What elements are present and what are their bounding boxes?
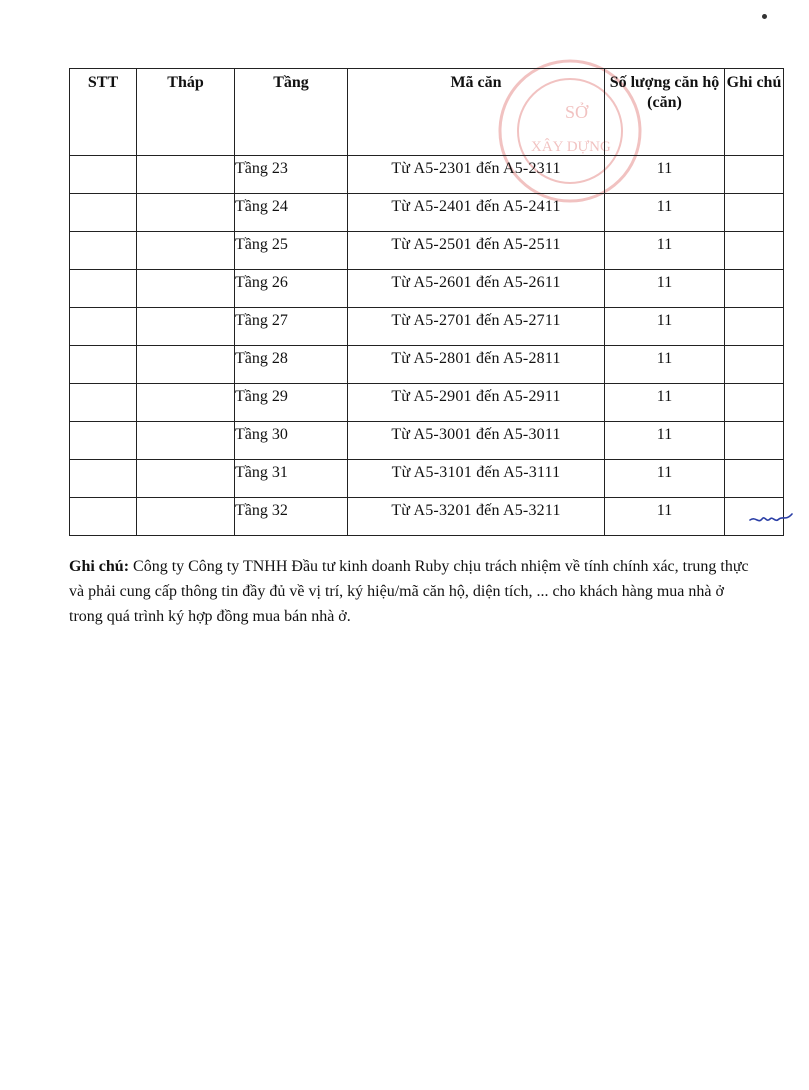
table-header-row (70, 69, 784, 156)
cell-ghi-chu (725, 422, 784, 460)
cell-thap (137, 460, 235, 498)
cell-ma-can: Từ A5-2801 đến A5-2811 (348, 346, 605, 384)
note-label: Ghi chú: (69, 558, 130, 575)
cell-stt (70, 460, 137, 498)
cell-thap (137, 270, 235, 308)
cell-ma-can: Từ A5-2901 đến A5-2911 (348, 384, 605, 422)
cell-ma-can: Từ A5-2601 đến A5-2611 (348, 270, 605, 308)
stamp-text-bottom: XÂY DỰNG (531, 139, 611, 155)
cell-tang: Tầng 26 (235, 270, 348, 308)
cell-ma-can: Từ A5-3201 đến A5-3211 (348, 498, 605, 536)
header-so-luong: Số lượng căn hộ (căn) (605, 69, 725, 156)
signature-initials (748, 508, 796, 528)
cell-tang: Tầng 23 (235, 156, 348, 194)
scan-speck (762, 14, 767, 19)
header-tang: Tầng (235, 69, 348, 156)
table-row (70, 232, 784, 270)
cell-so-luong: 11 (605, 270, 725, 308)
table-row (70, 498, 784, 536)
note-paragraph (69, 554, 759, 629)
apartment-units-table (69, 68, 784, 536)
cell-thap (137, 194, 235, 232)
signature-icon (748, 508, 796, 528)
cell-stt (70, 232, 137, 270)
cell-stt (70, 346, 137, 384)
cell-thap (137, 384, 235, 422)
cell-ma-can: Từ A5-2301 đến A5-2311 (348, 156, 605, 194)
cell-tang: Tầng 32 (235, 498, 348, 536)
header-stt: STT (70, 69, 137, 156)
stamp-text-top: SỞ (565, 102, 589, 122)
table-row (70, 384, 784, 422)
table-row (70, 460, 784, 498)
header-ghi-chu: Ghi chú (725, 69, 784, 156)
table-row (70, 194, 784, 232)
cell-stt (70, 194, 137, 232)
cell-so-luong: 11 (605, 308, 725, 346)
cell-thap (137, 232, 235, 270)
header-ma-can: Mã căn (348, 69, 605, 156)
cell-so-luong: 11 (605, 232, 725, 270)
cell-ghi-chu (725, 308, 784, 346)
cell-thap (137, 498, 235, 536)
cell-tang: Tầng 28 (235, 346, 348, 384)
cell-tang: Tầng 29 (235, 384, 348, 422)
table-row (70, 156, 784, 194)
cell-tang: Tầng 24 (235, 194, 348, 232)
cell-ma-can: Từ A5-2701 đến A5-2711 (348, 308, 605, 346)
cell-ghi-chu (725, 194, 784, 232)
cell-tang: Tầng 25 (235, 232, 348, 270)
cell-so-luong: 11 (605, 498, 725, 536)
cell-so-luong: 11 (605, 460, 725, 498)
cell-tang: Tầng 27 (235, 308, 348, 346)
cell-tang: Tầng 31 (235, 460, 348, 498)
cell-so-luong: 11 (605, 422, 725, 460)
cell-ma-can: Từ A5-3101 đến A5-3111 (348, 460, 605, 498)
cell-stt (70, 422, 137, 460)
cell-so-luong: 11 (605, 194, 725, 232)
cell-ghi-chu (725, 384, 784, 422)
cell-ghi-chu (725, 460, 784, 498)
cell-stt (70, 308, 137, 346)
cell-ghi-chu (725, 232, 784, 270)
table-row (70, 270, 784, 308)
table-row (70, 308, 784, 346)
table-row (70, 346, 784, 384)
cell-stt (70, 270, 137, 308)
cell-ghi-chu (725, 156, 784, 194)
cell-stt (70, 156, 137, 194)
cell-ghi-chu (725, 270, 784, 308)
table-row (70, 422, 784, 460)
cell-ghi-chu (725, 346, 784, 384)
cell-so-luong: 11 (605, 384, 725, 422)
cell-tang: Tầng 30 (235, 422, 348, 460)
cell-thap (137, 308, 235, 346)
cell-stt (70, 384, 137, 422)
note-text: Công ty Công ty TNHH Đầu tư kinh doanh Ruby chịu trách nhiệm về tính chính xác, trung thực và phải cung cấp thông tin đầy đủ về vị trí, ký hiệu/mã căn hộ, diện tích, ... cho khách hàng mua nhà ở trong quá trình ký hợp đồng mua bán nhà ở. (69, 558, 749, 625)
cell-thap (137, 156, 235, 194)
header-thap: Tháp (137, 69, 235, 156)
cell-stt (70, 498, 137, 536)
cell-ma-can: Từ A5-2401 đến A5-2411 (348, 194, 605, 232)
cell-so-luong: 11 (605, 156, 725, 194)
cell-ma-can: Từ A5-2501 đến A5-2511 (348, 232, 605, 270)
cell-so-luong: 11 (605, 346, 725, 384)
cell-thap (137, 422, 235, 460)
cell-ma-can: Từ A5-3001 đến A5-3011 (348, 422, 605, 460)
cell-thap (137, 346, 235, 384)
